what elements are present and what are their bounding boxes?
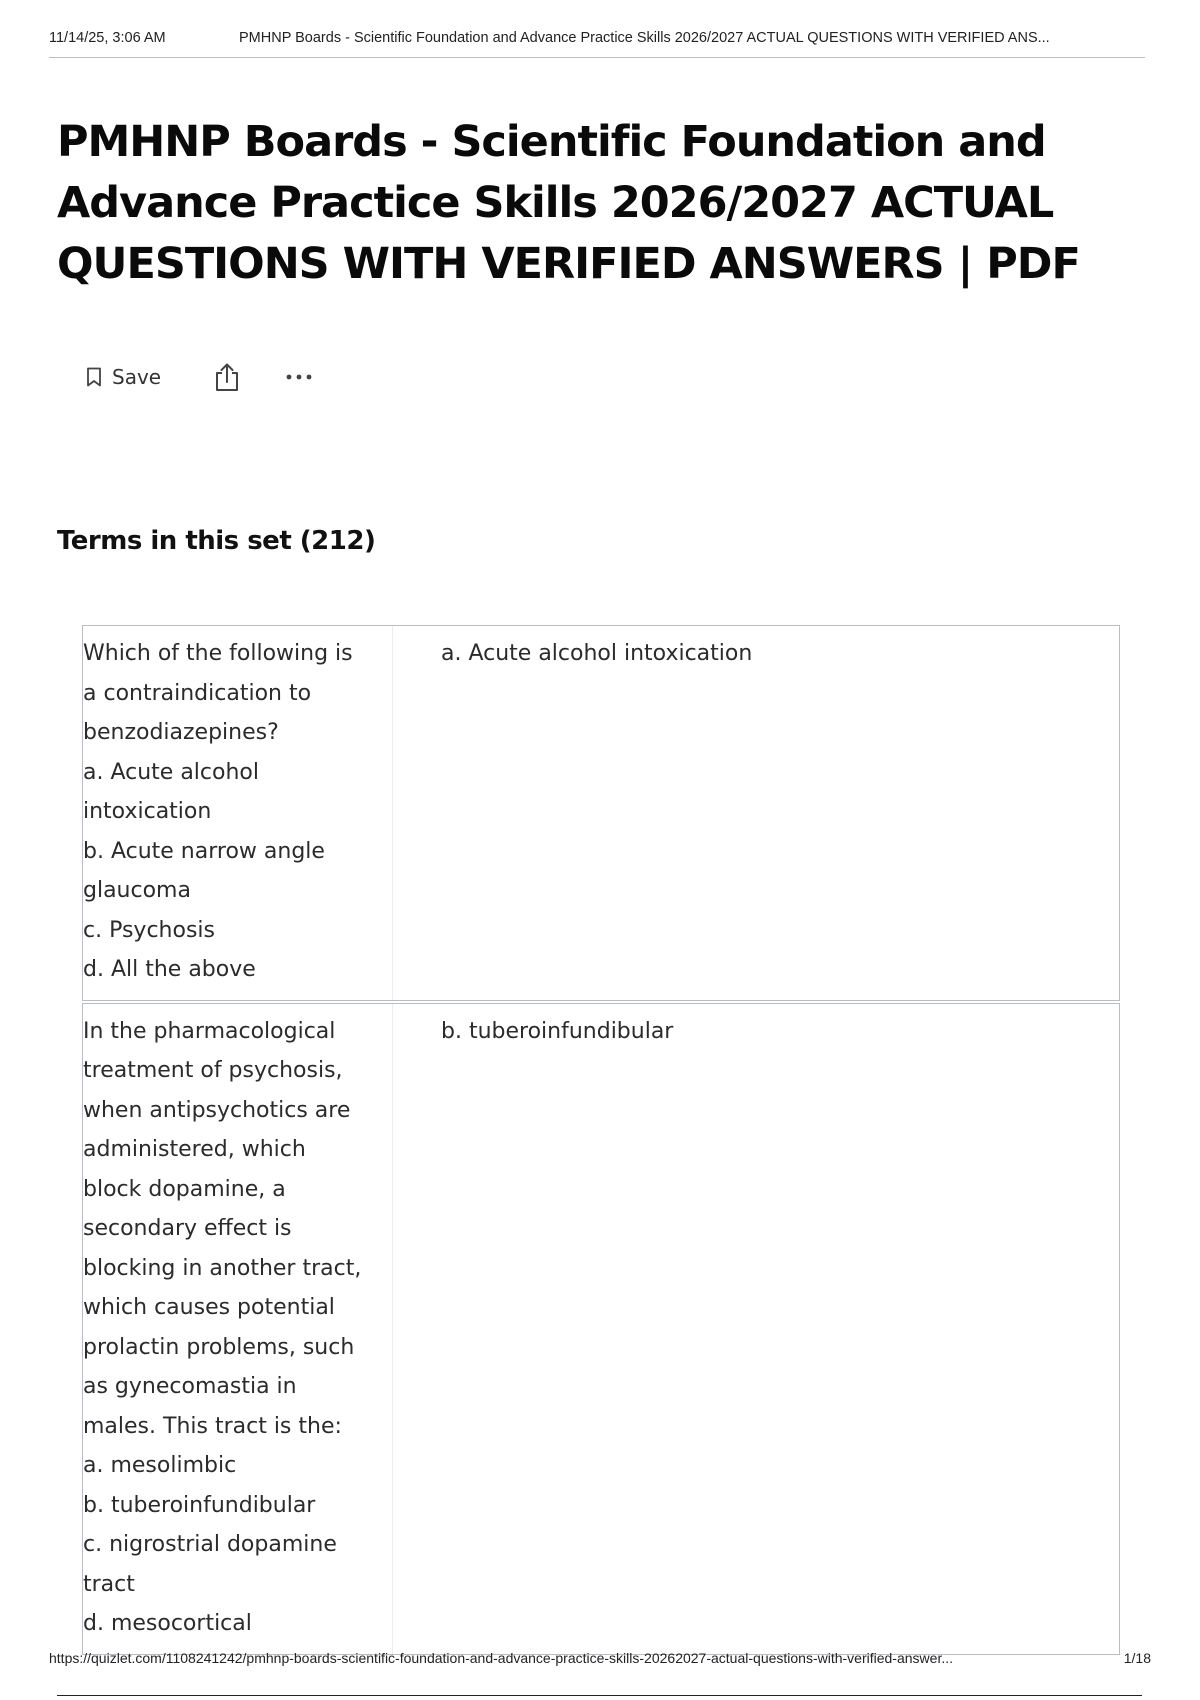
- print-header: [49, 28, 1145, 58]
- more-icon: [285, 373, 313, 381]
- footer-page-number: 1/18: [1123, 1650, 1151, 1666]
- terms-heading: Terms in this set (212): [57, 526, 376, 556]
- term-text: Which of the following is a contraindication to benzodiazepines? a. Acute alcohol intoxication b. Acute narrow angle glaucoma c. Psychosis d. All the above: [83, 626, 393, 1000]
- more-options-button[interactable]: [285, 373, 313, 381]
- action-bar: [86, 357, 313, 397]
- term-text: In the pharmacological treatment of psychosis, when antipsychotics are administered, which block dopamine, a secondary effect is blocking in another tract, which causes potential prolactin problems, such as gynecomastia in males. This tract is the: a. mesolimbic b. tuberoinfundibular c. nigrostrial dopamine tract d. mesocortical: [83, 1004, 393, 1654]
- print-page-title: PMHNP Boards - Scientific Foundation and Advance Practice Skills 2026/2027 ACTUAL QUESTIONS WITH VERIFIED ANS...: [239, 30, 1050, 46]
- footer-url: https://quizlet.com/1108241242/pmhnp-boards-scientific-foundation-and-advance-practice-skills-20262027-actual-questions-with-verified-answer...: [49, 1650, 953, 1666]
- definition-text: a. Acute alcohol intoxication: [441, 641, 753, 666]
- share-button[interactable]: [213, 362, 241, 392]
- bookmark-icon: [86, 367, 102, 387]
- print-date: 11/14/25, 3:06 AM: [49, 30, 166, 46]
- footer-divider: [57, 1695, 1142, 1696]
- term-card: [82, 625, 1120, 1001]
- definition-text: b. tuberoinfundibular: [441, 1018, 674, 1044]
- save-button[interactable]: [86, 365, 161, 389]
- terms-list: [82, 625, 1120, 1655]
- share-icon: [213, 362, 241, 392]
- page-title: PMHNP Boards - Scientific Foundation and Advance Practice Skills 2026/2027 ACTUAL QUESTIONS WITH VERIFIED ANSWERS | PDF: [57, 117, 1080, 289]
- save-label: Save: [112, 365, 162, 389]
- term-card: [82, 1003, 1120, 1655]
